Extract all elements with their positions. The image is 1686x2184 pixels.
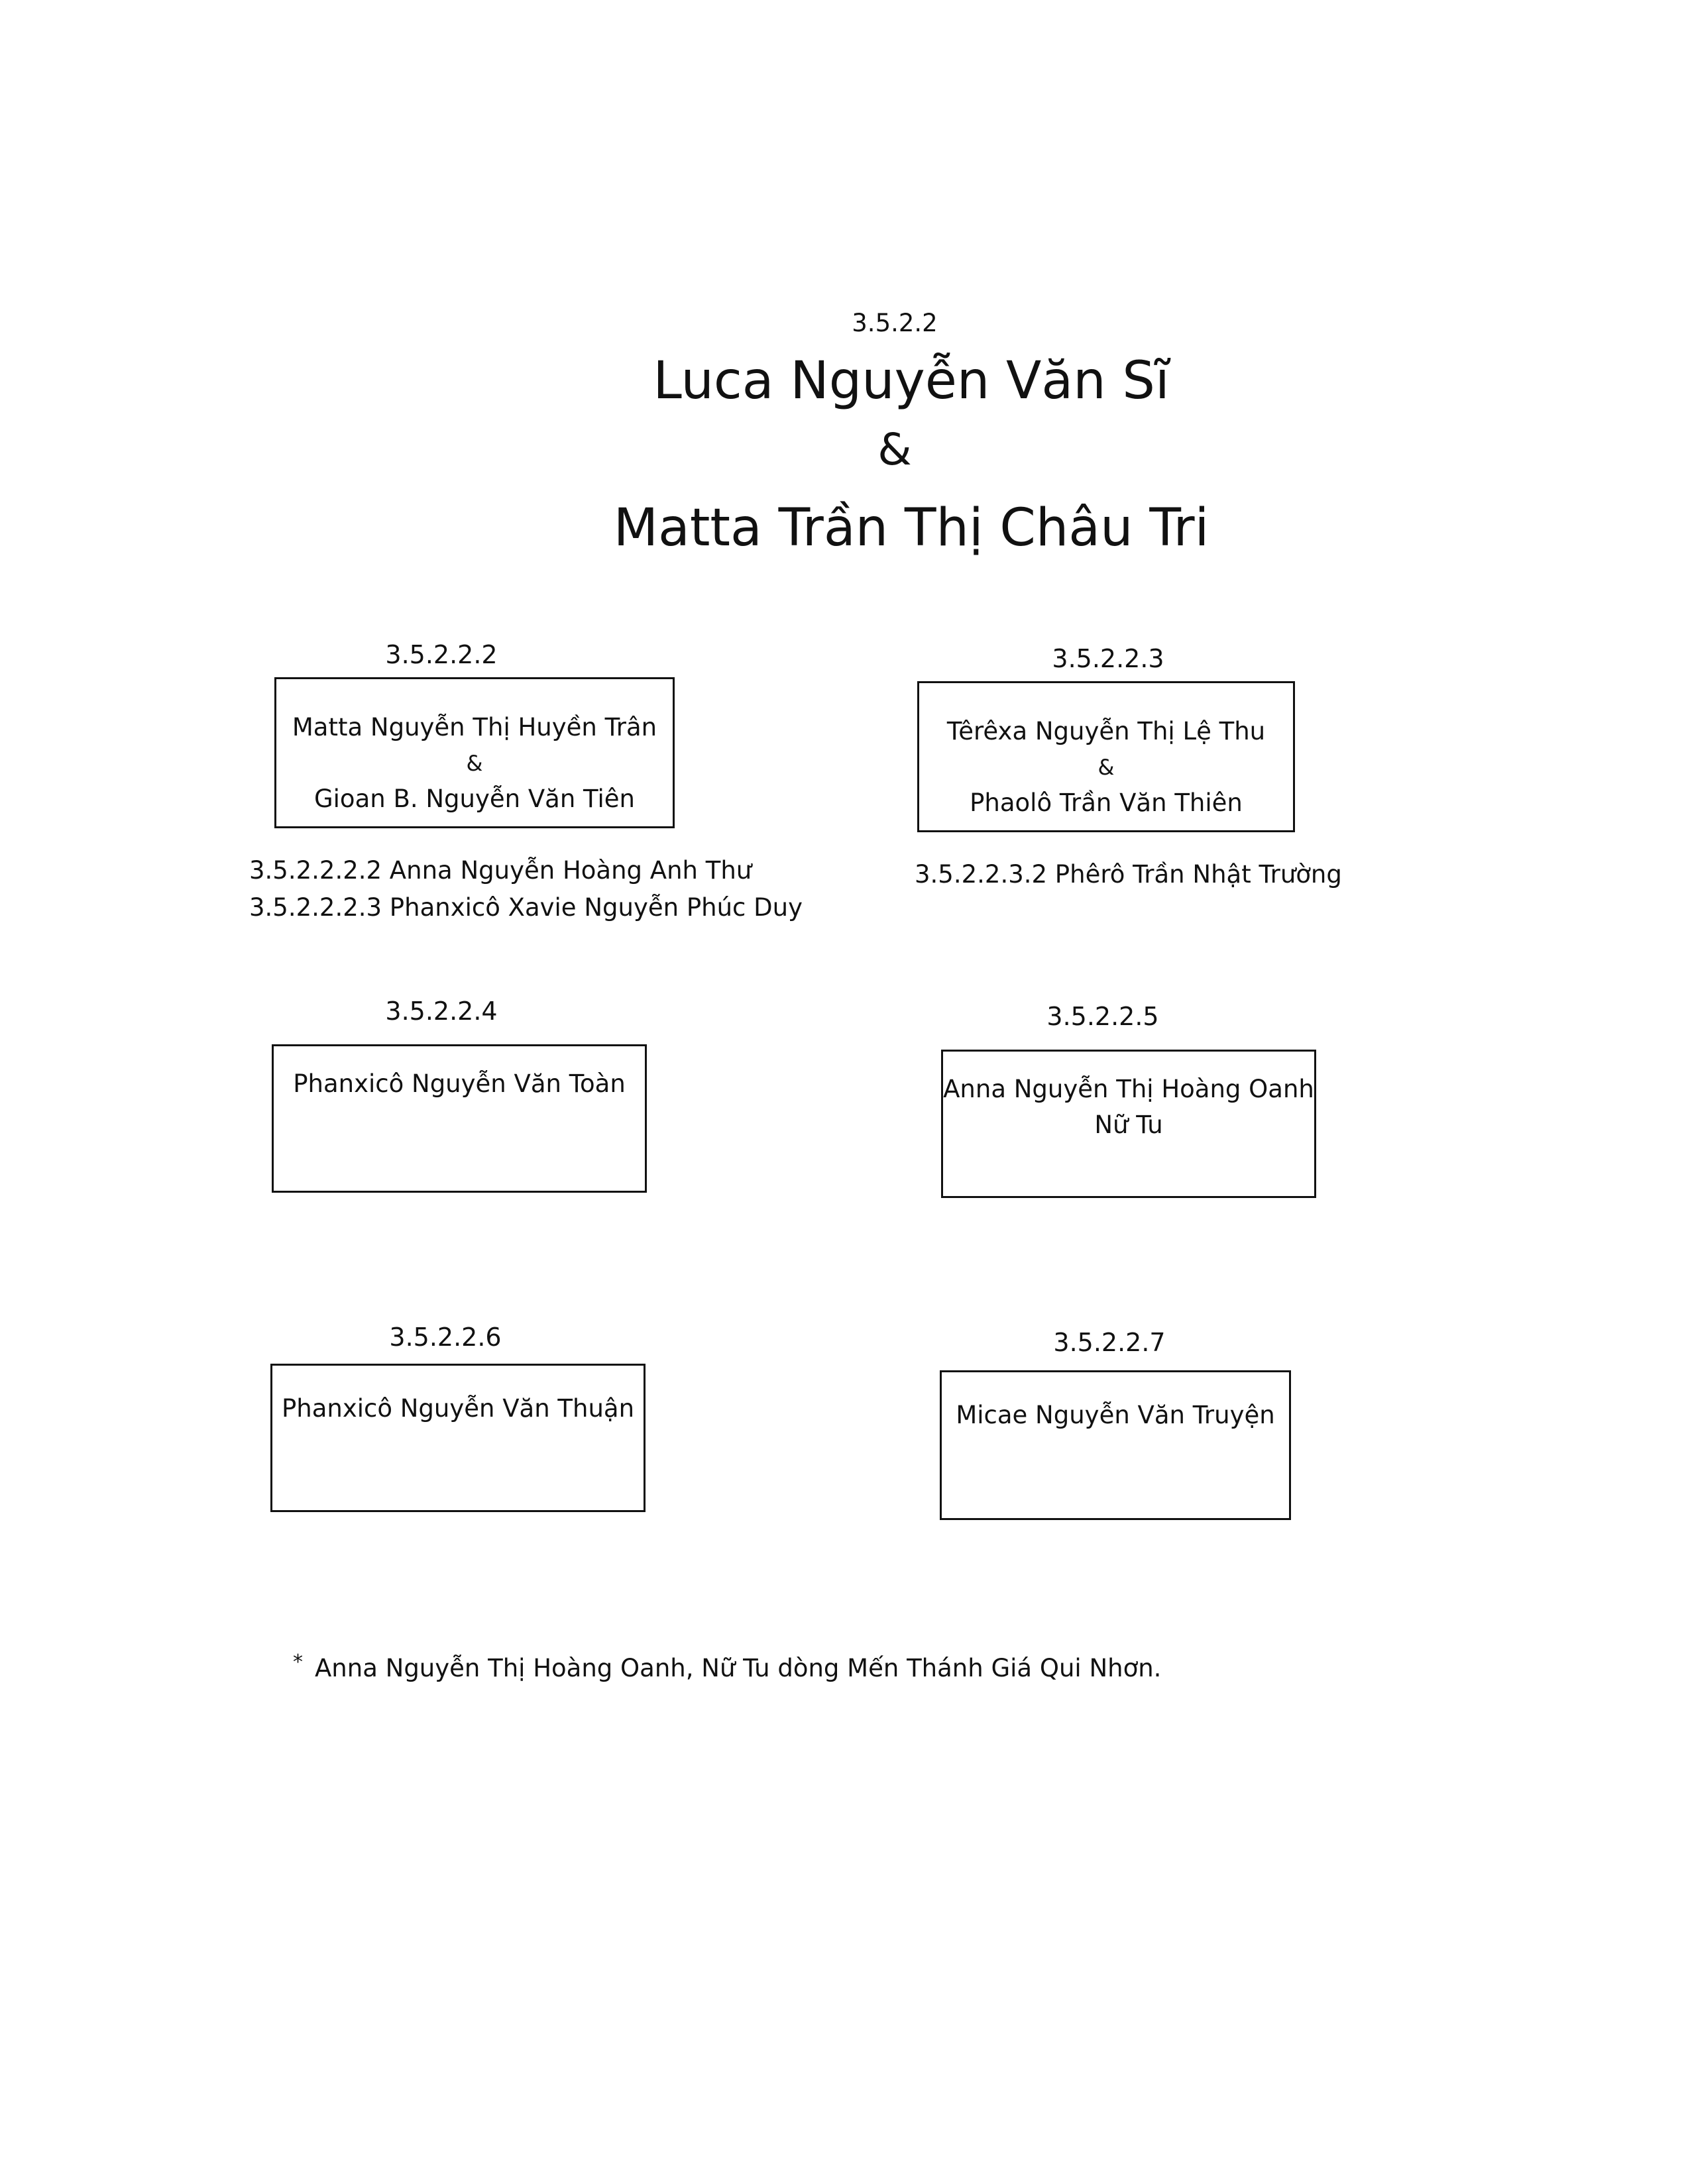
child-code: 3.5.2.2.7 — [1053, 1328, 1166, 1357]
family-box — [272, 1044, 647, 1193]
child-name: Matta Nguyễn Thị Huyền Trân — [292, 713, 657, 741]
spouse-name: Gioan B. Nguyễn Văn Tiên — [313, 785, 636, 813]
child-name: Têrêxa Nguyễn Thị Lệ Thu — [946, 717, 1266, 745]
child-code: 3.5.2.2.5 — [1046, 1002, 1159, 1031]
child-name: Micae Nguyễn Văn Truyện — [956, 1401, 1275, 1429]
grandchild-line: 3.5.2.2.2.3 Phanxicô Xavie Nguyễn Phúc Duy — [249, 893, 803, 922]
footnote-text: Anna Nguyễn Thị Hoàng Oanh, Nữ Tu dòng Mến Thánh Giá Qui Nhơn. — [315, 1654, 1162, 1682]
child-name: Anna Nguyễn Thị Hoàng Oanh — [943, 1075, 1314, 1103]
family-box — [270, 1364, 646, 1512]
wife-name: Matta Trần Thị Châu Tri — [613, 498, 1209, 558]
grandchild-line: 3.5.2.2.3.2 Phêrô Trần Nhật Trường — [915, 860, 1342, 889]
family-box — [917, 681, 1295, 832]
ampersand: & — [1097, 755, 1115, 780]
child-code: 3.5.2.2.3 — [1052, 644, 1164, 673]
family-box — [274, 677, 675, 828]
religious-title: Nữ Tu — [1094, 1111, 1163, 1139]
child-code: 3.5.2.2.4 — [385, 997, 498, 1026]
grandchild-line: 3.5.2.2.2.2 Anna Nguyễn Hoàng Anh Thư — [249, 856, 752, 885]
footnote — [293, 1651, 1162, 1682]
ampersand: & — [466, 751, 483, 776]
child-name: Phanxicô Nguyễn Văn Toàn — [293, 1069, 626, 1098]
husband-name: Luca Nguyễn Văn Sĩ — [653, 351, 1170, 411]
child-code: 3.5.2.2.2 — [385, 640, 498, 669]
spouse-name: Phaolô Trần Văn Thiên — [970, 789, 1243, 817]
footnote-marker: * — [293, 1651, 303, 1674]
family-box — [941, 1050, 1316, 1198]
child-name: Phanxicô Nguyễn Văn Thuận — [281, 1394, 635, 1423]
family-code: 3.5.2.2 — [852, 309, 938, 337]
child-code: 3.5.2.2.6 — [389, 1323, 502, 1352]
ampersand: & — [877, 424, 912, 475]
family-box — [940, 1370, 1291, 1520]
